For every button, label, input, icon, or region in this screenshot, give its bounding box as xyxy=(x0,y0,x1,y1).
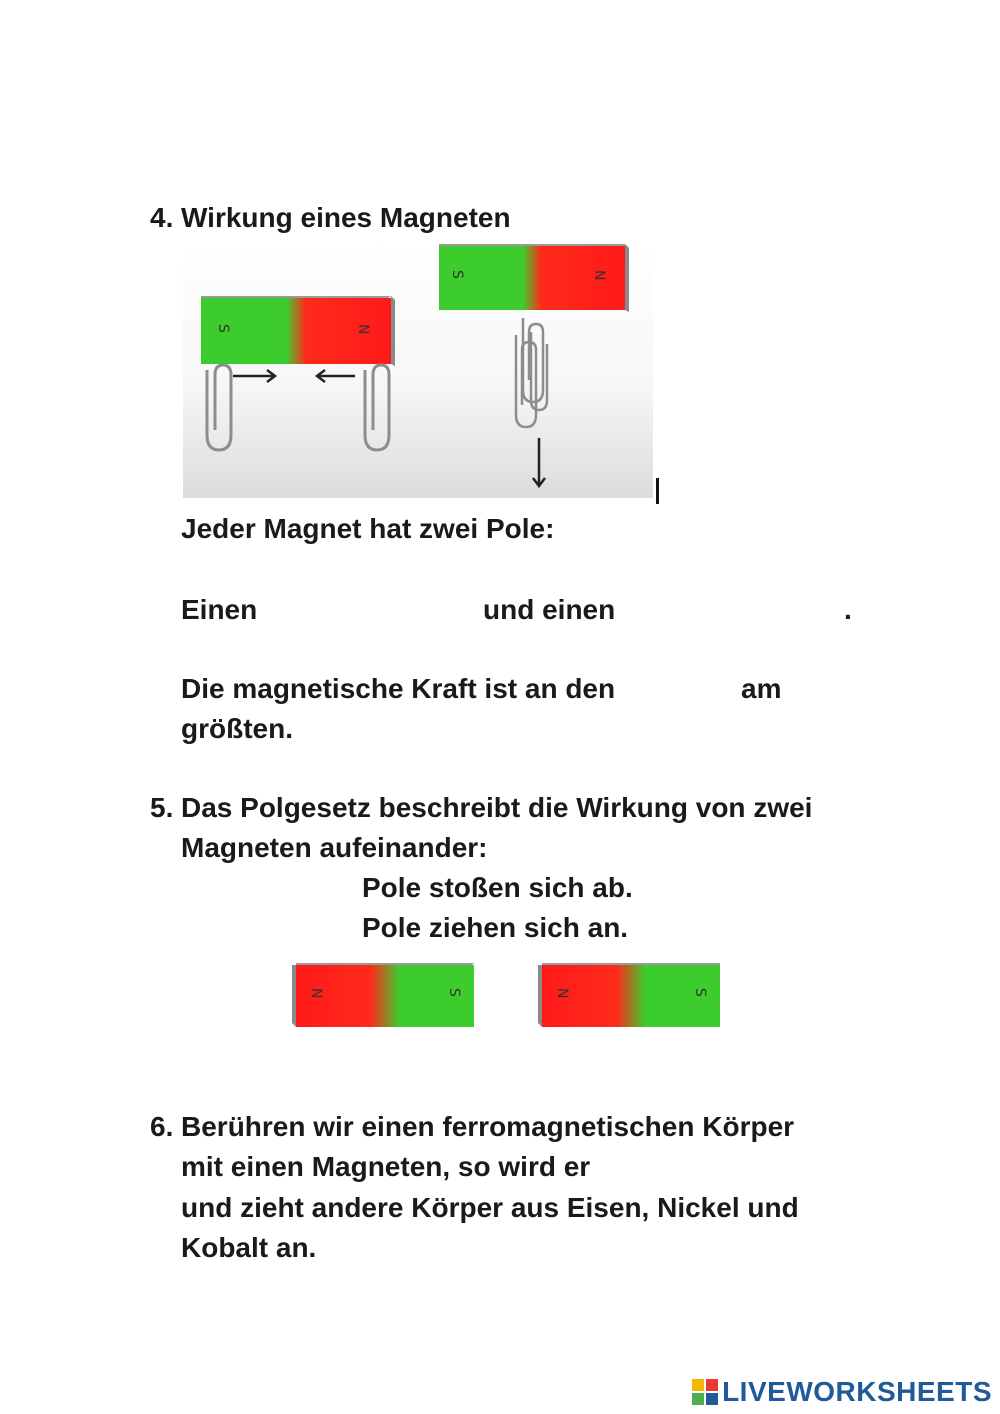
magnet-b-pole-s: S xyxy=(692,988,708,997)
q6-number: 6. xyxy=(150,1111,174,1142)
q4-line1: Jeder Magnet hat zwei Pole: xyxy=(181,513,555,544)
magnet-right-pole-n: N xyxy=(591,270,607,281)
q5-line2: Magneten aufeinander: xyxy=(181,832,488,863)
q5-line4: Pole ziehen sich an. xyxy=(362,912,629,943)
blank-attract-input[interactable] xyxy=(184,911,360,947)
bar-magnet-b xyxy=(538,963,720,1027)
q6-line3: und zieht andere Körper aus Eisen, Nickel und xyxy=(181,1192,799,1223)
q4-line2-c: . xyxy=(844,594,852,625)
pole-law-figure xyxy=(292,960,724,1032)
magnet-a-pole-s: S xyxy=(446,988,462,997)
blank-magnetized-input[interactable] xyxy=(632,1150,856,1186)
magnet-right-pole-s: S xyxy=(449,270,465,279)
blank-force-location-input[interactable] xyxy=(652,672,740,708)
liveworksheets-logo xyxy=(692,1374,992,1410)
q4-line4: größten. xyxy=(181,713,293,744)
q6-line2: mit einen Magneten, so wird er xyxy=(181,1151,591,1182)
q4-line3-b: am xyxy=(741,673,782,704)
bar-magnet-a xyxy=(292,963,474,1027)
q5-line3: Pole stoßen sich ab. xyxy=(362,872,633,903)
q4-line2-b: und einen xyxy=(483,594,616,625)
blank-pole-2-input[interactable] xyxy=(632,593,841,629)
text-cursor xyxy=(656,478,659,504)
magnet-effect-figure xyxy=(183,240,653,500)
liveworksheets-logo-icon xyxy=(692,1379,718,1405)
magnet-a-pole-n: N xyxy=(308,988,324,999)
q6-line4: Kobalt an. xyxy=(181,1232,317,1263)
liveworksheets-brand-text: LIVEWORKSHEETS xyxy=(722,1376,992,1407)
q4-title: Wirkung eines Magneten xyxy=(181,202,511,233)
q4-line3-a: Die magnetische Kraft ist an den xyxy=(181,673,616,704)
blank-repel-input[interactable] xyxy=(184,871,360,907)
blank-pole-1-input[interactable] xyxy=(268,593,477,629)
magnet-left-pole-s: S xyxy=(215,324,231,333)
q5-line1: Das Polgesetz beschreibt die Wirkung von zwei xyxy=(181,792,813,823)
magnet-left-pole-n: N xyxy=(355,324,371,335)
q4-line2-a: Einen xyxy=(181,594,258,625)
q5-number: 5. xyxy=(150,792,174,823)
bar-magnet-right xyxy=(439,244,629,312)
bar-magnet-left xyxy=(201,296,395,366)
q6-line1: Berühren wir einen ferromagnetischen Körper xyxy=(181,1111,795,1142)
magnet-b-pole-n: N xyxy=(554,988,570,999)
q4-number: 4. xyxy=(150,202,174,233)
